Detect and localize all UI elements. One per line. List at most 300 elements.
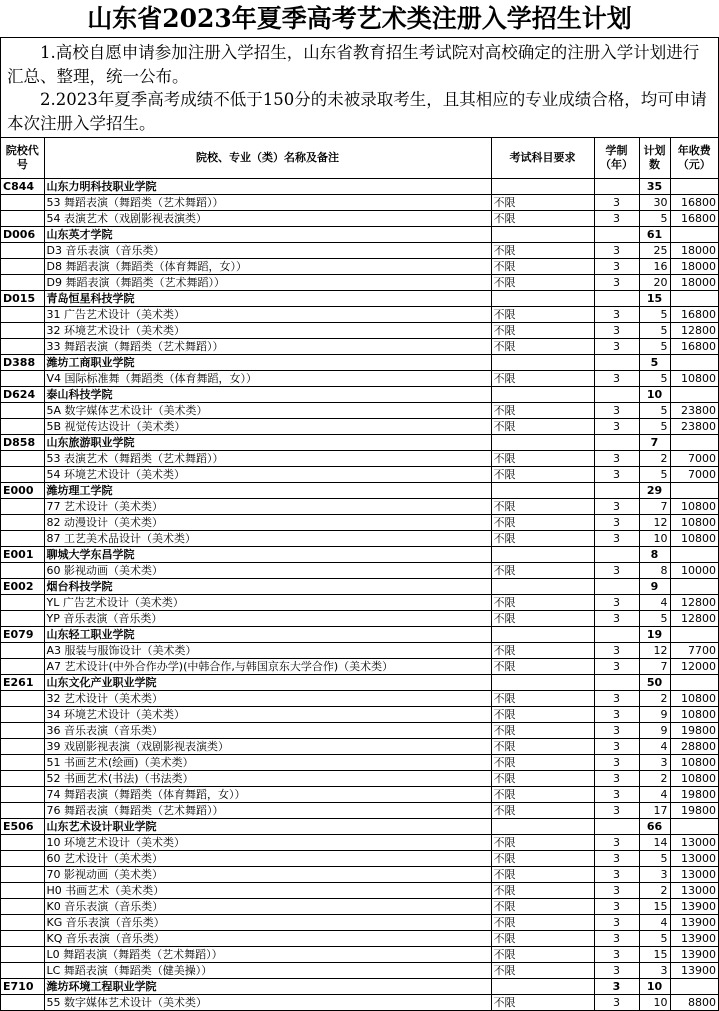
school-fee <box>670 579 718 595</box>
school-code: E710 <box>1 979 44 995</box>
school-row <box>1 979 718 995</box>
school-name: 泰山科技学院 <box>44 387 491 403</box>
school-years <box>594 291 639 307</box>
major-plan: 30 <box>639 195 670 211</box>
school-years <box>594 179 639 195</box>
major-years: 3 <box>594 403 639 419</box>
school-years <box>594 675 639 691</box>
major-years: 3 <box>594 867 639 883</box>
header-exam: 考试科目要求 <box>491 138 594 179</box>
school-code: D015 <box>1 291 44 307</box>
major-plan: 5 <box>639 403 670 419</box>
school-fee <box>670 227 718 243</box>
major-code-cell <box>1 211 44 227</box>
major-years: 3 <box>594 915 639 931</box>
school-years <box>594 483 639 499</box>
school-plan-total: 61 <box>639 227 670 243</box>
major-row <box>1 803 718 819</box>
major-fee: 28800 <box>670 739 718 755</box>
school-exam <box>491 387 594 403</box>
major-row <box>1 515 718 531</box>
header-years: 学制（年） <box>594 138 639 179</box>
school-name: 山东英才学院 <box>44 227 491 243</box>
major-exam: 不限 <box>491 307 594 323</box>
school-exam <box>491 179 594 195</box>
school-code: E000 <box>1 483 44 499</box>
major-name: V4 国际标准舞（舞蹈类（体育舞蹈，女）） <box>44 371 491 387</box>
major-row <box>1 211 718 227</box>
major-exam: 不限 <box>491 931 594 947</box>
major-exam: 不限 <box>491 835 594 851</box>
school-years <box>594 435 639 451</box>
major-plan: 5 <box>639 931 670 947</box>
school-years <box>594 227 639 243</box>
school-code: D388 <box>1 355 44 371</box>
major-name: 32 艺术设计（美术类） <box>44 691 491 707</box>
major-name: 54 环境艺术设计（美术类） <box>44 467 491 483</box>
major-name: 51 书画艺术(绘画)（美术类） <box>44 755 491 771</box>
major-row <box>1 707 718 723</box>
major-years: 3 <box>594 835 639 851</box>
major-fee: 8800 <box>670 995 718 1011</box>
major-exam: 不限 <box>491 211 594 227</box>
major-fee: 12800 <box>670 595 718 611</box>
major-row <box>1 915 718 931</box>
major-fee: 12800 <box>670 611 718 627</box>
major-exam: 不限 <box>491 499 594 515</box>
major-fee: 13000 <box>670 867 718 883</box>
major-name: 39 戏剧影视表演（戏剧影视表演类） <box>44 739 491 755</box>
school-exam <box>491 547 594 563</box>
major-name: 36 音乐表演（音乐类） <box>44 723 491 739</box>
major-plan: 4 <box>639 595 670 611</box>
major-name: 53 表演艺术（舞蹈类（艺术舞蹈）） <box>44 451 491 467</box>
major-name: 34 环境艺术设计（美术类） <box>44 707 491 723</box>
major-row <box>1 947 718 963</box>
major-row <box>1 195 718 211</box>
major-fee: 13000 <box>670 883 718 899</box>
major-exam: 不限 <box>491 691 594 707</box>
major-code-cell <box>1 931 44 947</box>
major-code-cell <box>1 787 44 803</box>
major-row <box>1 595 718 611</box>
major-exam: 不限 <box>491 707 594 723</box>
major-code-cell <box>1 323 44 339</box>
major-code-cell <box>1 307 44 323</box>
major-exam: 不限 <box>491 195 594 211</box>
major-name: H0 书画艺术（美术类） <box>44 883 491 899</box>
major-fee: 23800 <box>670 419 718 435</box>
major-years: 3 <box>594 499 639 515</box>
major-row <box>1 771 718 787</box>
major-name: 60 影视动画（美术类） <box>44 563 491 579</box>
major-plan: 25 <box>639 243 670 259</box>
school-name: 山东轻工职业学院 <box>44 627 491 643</box>
major-name: 53 舞蹈表演（舞蹈类（艺术舞蹈）） <box>44 195 491 211</box>
school-code: D006 <box>1 227 44 243</box>
major-row <box>1 419 718 435</box>
major-fee: 13000 <box>670 851 718 867</box>
major-code-cell <box>1 803 44 819</box>
major-name: 33 舞蹈表演（舞蹈类（艺术舞蹈）） <box>44 339 491 355</box>
major-plan: 2 <box>639 771 670 787</box>
major-code-cell <box>1 659 44 675</box>
school-fee <box>670 627 718 643</box>
major-fee: 18000 <box>670 243 718 259</box>
school-code: E506 <box>1 819 44 835</box>
major-name: K0 音乐表演（音乐类） <box>44 899 491 915</box>
major-row <box>1 275 718 291</box>
school-exam <box>491 675 594 691</box>
major-plan: 3 <box>639 963 670 979</box>
major-row <box>1 323 718 339</box>
major-years: 3 <box>594 307 639 323</box>
major-code-cell <box>1 851 44 867</box>
major-exam: 不限 <box>491 339 594 355</box>
major-code-cell <box>1 883 44 899</box>
major-fee: 16800 <box>670 195 718 211</box>
major-plan: 5 <box>639 611 670 627</box>
major-fee: 10800 <box>670 771 718 787</box>
major-code-cell <box>1 339 44 355</box>
school-fee <box>670 291 718 307</box>
major-fee: 13900 <box>670 947 718 963</box>
major-years: 3 <box>594 595 639 611</box>
school-code: E002 <box>1 579 44 595</box>
major-exam: 不限 <box>491 243 594 259</box>
notes-section <box>1 38 718 138</box>
major-years: 3 <box>594 995 639 1011</box>
major-exam: 不限 <box>491 867 594 883</box>
major-years: 3 <box>594 211 639 227</box>
major-row <box>1 995 718 1011</box>
major-exam: 不限 <box>491 947 594 963</box>
major-years: 3 <box>594 531 639 547</box>
major-name: 60 艺术设计（美术类） <box>44 851 491 867</box>
major-code-cell <box>1 451 44 467</box>
school-fee <box>670 979 718 995</box>
major-row <box>1 243 718 259</box>
school-exam <box>491 227 594 243</box>
major-plan: 15 <box>639 899 670 915</box>
major-exam: 不限 <box>491 595 594 611</box>
major-years: 3 <box>594 323 639 339</box>
major-fee: 12000 <box>670 659 718 675</box>
major-code-cell <box>1 467 44 483</box>
school-years <box>594 819 639 835</box>
school-name: 烟台科技学院 <box>44 579 491 595</box>
major-name: 52 书画艺术(书法)（书法类） <box>44 771 491 787</box>
major-plan: 3 <box>639 867 670 883</box>
school-row <box>1 435 718 451</box>
major-row <box>1 611 718 627</box>
major-row <box>1 931 718 947</box>
major-row <box>1 259 718 275</box>
major-code-cell <box>1 739 44 755</box>
school-row <box>1 387 718 403</box>
major-plan: 5 <box>639 339 670 355</box>
major-name: 74 舞蹈表演（舞蹈类（体育舞蹈，女）） <box>44 787 491 803</box>
major-row <box>1 659 718 675</box>
major-exam: 不限 <box>491 403 594 419</box>
page-title: 山东省2023年夏季高考艺术类注册入学招生计划 <box>87 4 632 33</box>
school-years: 3 <box>594 979 639 995</box>
major-exam: 不限 <box>491 323 594 339</box>
major-code-cell <box>1 515 44 531</box>
major-plan: 14 <box>639 835 670 851</box>
school-code: E261 <box>1 675 44 691</box>
major-name: L0 舞蹈表演（舞蹈类（艺术舞蹈）） <box>44 947 491 963</box>
major-years: 3 <box>594 803 639 819</box>
school-code: E079 <box>1 627 44 643</box>
school-row <box>1 627 718 643</box>
school-row <box>1 547 718 563</box>
major-exam: 不限 <box>491 883 594 899</box>
major-years: 3 <box>594 899 639 915</box>
major-plan: 5 <box>639 371 670 387</box>
school-exam <box>491 579 594 595</box>
major-name: 54 表演艺术（戏剧影视表演类） <box>44 211 491 227</box>
school-fee <box>670 179 718 195</box>
major-row <box>1 467 718 483</box>
major-row <box>1 307 718 323</box>
major-years: 3 <box>594 611 639 627</box>
major-fee: 7000 <box>670 467 718 483</box>
school-row <box>1 227 718 243</box>
major-fee: 16800 <box>670 307 718 323</box>
major-code-cell <box>1 915 44 931</box>
major-exam: 不限 <box>491 723 594 739</box>
school-plan-total: 35 <box>639 179 670 195</box>
major-code-cell <box>1 563 44 579</box>
major-name: 87 工艺美术品设计（美术类） <box>44 531 491 547</box>
major-fee: 10800 <box>670 371 718 387</box>
major-exam: 不限 <box>491 787 594 803</box>
major-plan: 5 <box>639 467 670 483</box>
major-years: 3 <box>594 963 639 979</box>
major-fee: 13900 <box>670 963 718 979</box>
major-fee: 10800 <box>670 707 718 723</box>
major-exam: 不限 <box>491 755 594 771</box>
major-years: 3 <box>594 243 639 259</box>
major-fee: 10800 <box>670 755 718 771</box>
major-plan: 10 <box>639 995 670 1011</box>
major-plan: 5 <box>639 307 670 323</box>
major-exam: 不限 <box>491 851 594 867</box>
major-years: 3 <box>594 739 639 755</box>
major-years: 3 <box>594 883 639 899</box>
major-years: 3 <box>594 339 639 355</box>
major-plan: 10 <box>639 531 670 547</box>
major-name: A7 艺术设计(中外合作办学)(中韩合作,与韩国京东大学合作)（美术类） <box>44 659 491 675</box>
major-plan: 12 <box>639 643 670 659</box>
major-code-cell <box>1 755 44 771</box>
major-years: 3 <box>594 467 639 483</box>
school-name: 潍坊工商职业学院 <box>44 355 491 371</box>
major-exam: 不限 <box>491 371 594 387</box>
header-plan: 计划数 <box>639 138 670 179</box>
major-fee: 13000 <box>670 835 718 851</box>
school-fee <box>670 547 718 563</box>
major-code-cell <box>1 371 44 387</box>
major-plan: 2 <box>639 691 670 707</box>
major-code-cell <box>1 995 44 1011</box>
note-1: 1.高校自愿申请参加注册入学招生，山东省教育招生考试院对高校确定的注册入学计划进行汇总、整理，统一公布。 <box>7 43 700 86</box>
major-plan: 2 <box>639 451 670 467</box>
school-code: C844 <box>1 179 44 195</box>
major-name: KG 音乐表演（音乐类） <box>44 915 491 931</box>
major-code-cell <box>1 963 44 979</box>
major-row <box>1 835 718 851</box>
major-years: 3 <box>594 931 639 947</box>
major-fee: 18000 <box>670 259 718 275</box>
major-years: 3 <box>594 851 639 867</box>
major-fee: 13900 <box>670 915 718 931</box>
major-exam: 不限 <box>491 915 594 931</box>
school-exam <box>491 819 594 835</box>
school-exam <box>491 979 594 995</box>
school-row <box>1 179 718 195</box>
major-name: 55 数字媒体艺术设计（美术类） <box>44 995 491 1011</box>
major-years: 3 <box>594 259 639 275</box>
school-row <box>1 355 718 371</box>
major-years: 3 <box>594 787 639 803</box>
table-header-row <box>1 138 718 179</box>
school-plan-total: 29 <box>639 483 670 499</box>
table-body <box>1 179 718 1011</box>
school-exam <box>491 627 594 643</box>
major-row <box>1 867 718 883</box>
major-plan: 5 <box>639 211 670 227</box>
school-fee <box>670 387 718 403</box>
major-exam: 不限 <box>491 899 594 915</box>
major-code-cell <box>1 531 44 547</box>
major-plan: 4 <box>639 787 670 803</box>
major-row <box>1 899 718 915</box>
major-row <box>1 403 718 419</box>
major-code-cell <box>1 691 44 707</box>
major-name: 5B 视觉传达设计（美术类） <box>44 419 491 435</box>
major-exam: 不限 <box>491 563 594 579</box>
school-plan-total: 50 <box>639 675 670 691</box>
major-name: YP 音乐表演（音乐类） <box>44 611 491 627</box>
major-years: 3 <box>594 563 639 579</box>
major-plan: 7 <box>639 499 670 515</box>
major-name: 10 环境艺术设计（美术类） <box>44 835 491 851</box>
major-fee: 7700 <box>670 643 718 659</box>
major-plan: 7 <box>639 659 670 675</box>
school-years <box>594 579 639 595</box>
major-exam: 不限 <box>491 515 594 531</box>
school-plan-total: 9 <box>639 579 670 595</box>
school-row <box>1 291 718 307</box>
major-code-cell <box>1 259 44 275</box>
major-name: 70 影视动画（美术类） <box>44 867 491 883</box>
school-fee <box>670 355 718 371</box>
major-fee: 16800 <box>670 339 718 355</box>
major-fee: 10800 <box>670 499 718 515</box>
school-plan-total: 19 <box>639 627 670 643</box>
major-fee: 16800 <box>670 211 718 227</box>
major-years: 3 <box>594 691 639 707</box>
school-years <box>594 627 639 643</box>
major-name: KQ 音乐表演（音乐类） <box>44 931 491 947</box>
note-2: 2.2023年夏季高考成绩不低于150分的未被录取考生，且其相应的专业成绩合格，均可申请本次注册入学招生。 <box>7 90 707 133</box>
major-code-cell <box>1 947 44 963</box>
school-plan-total: 66 <box>639 819 670 835</box>
major-plan: 17 <box>639 803 670 819</box>
school-fee <box>670 483 718 499</box>
header-fee: 年收费（元） <box>670 138 718 179</box>
major-fee: 19800 <box>670 803 718 819</box>
major-fee: 13900 <box>670 931 718 947</box>
major-name: D3 音乐表演（音乐类） <box>44 243 491 259</box>
major-row <box>1 451 718 467</box>
major-plan: 2 <box>639 883 670 899</box>
enrollment-plan-table <box>1 138 718 1011</box>
major-years: 3 <box>594 723 639 739</box>
major-exam: 不限 <box>491 611 594 627</box>
major-row <box>1 531 718 547</box>
major-code-cell <box>1 195 44 211</box>
major-name: D9 舞蹈表演（舞蹈类（艺术舞蹈）） <box>44 275 491 291</box>
major-name: 5A 数字媒体艺术设计（美术类） <box>44 403 491 419</box>
document-frame <box>0 37 719 1011</box>
school-years <box>594 547 639 563</box>
major-plan: 15 <box>639 947 670 963</box>
major-exam: 不限 <box>491 659 594 675</box>
major-plan: 5 <box>639 419 670 435</box>
major-code-cell <box>1 723 44 739</box>
major-fee: 7000 <box>670 451 718 467</box>
school-fee <box>670 819 718 835</box>
major-years: 3 <box>594 419 639 435</box>
major-code-cell <box>1 595 44 611</box>
major-exam: 不限 <box>491 259 594 275</box>
major-code-cell <box>1 771 44 787</box>
school-code: E001 <box>1 547 44 563</box>
major-years: 3 <box>594 947 639 963</box>
school-plan-total: 15 <box>639 291 670 307</box>
school-name: 青岛恒星科技学院 <box>44 291 491 307</box>
major-plan: 5 <box>639 323 670 339</box>
school-plan-total: 10 <box>639 387 670 403</box>
major-fee: 10000 <box>670 563 718 579</box>
major-fee: 10800 <box>670 691 718 707</box>
major-exam: 不限 <box>491 803 594 819</box>
major-code-cell <box>1 243 44 259</box>
major-exam: 不限 <box>491 771 594 787</box>
major-row <box>1 755 718 771</box>
major-name: 31 广告艺术设计（美术类） <box>44 307 491 323</box>
school-plan-total: 8 <box>639 547 670 563</box>
school-plan-total: 10 <box>639 979 670 995</box>
major-row <box>1 787 718 803</box>
header-name: 院校、专业（类）名称及备注 <box>44 138 491 179</box>
school-name: 聊城大学东昌学院 <box>44 547 491 563</box>
major-exam: 不限 <box>491 531 594 547</box>
major-plan: 3 <box>639 755 670 771</box>
major-code-cell <box>1 419 44 435</box>
school-name: 山东旅游职业学院 <box>44 435 491 451</box>
major-name: A3 服装与服饰设计（美术类） <box>44 643 491 659</box>
major-name: YL 广告艺术设计（美术类） <box>44 595 491 611</box>
major-row <box>1 643 718 659</box>
major-row <box>1 371 718 387</box>
major-code-cell <box>1 835 44 851</box>
major-years: 3 <box>594 707 639 723</box>
major-fee: 18000 <box>670 275 718 291</box>
